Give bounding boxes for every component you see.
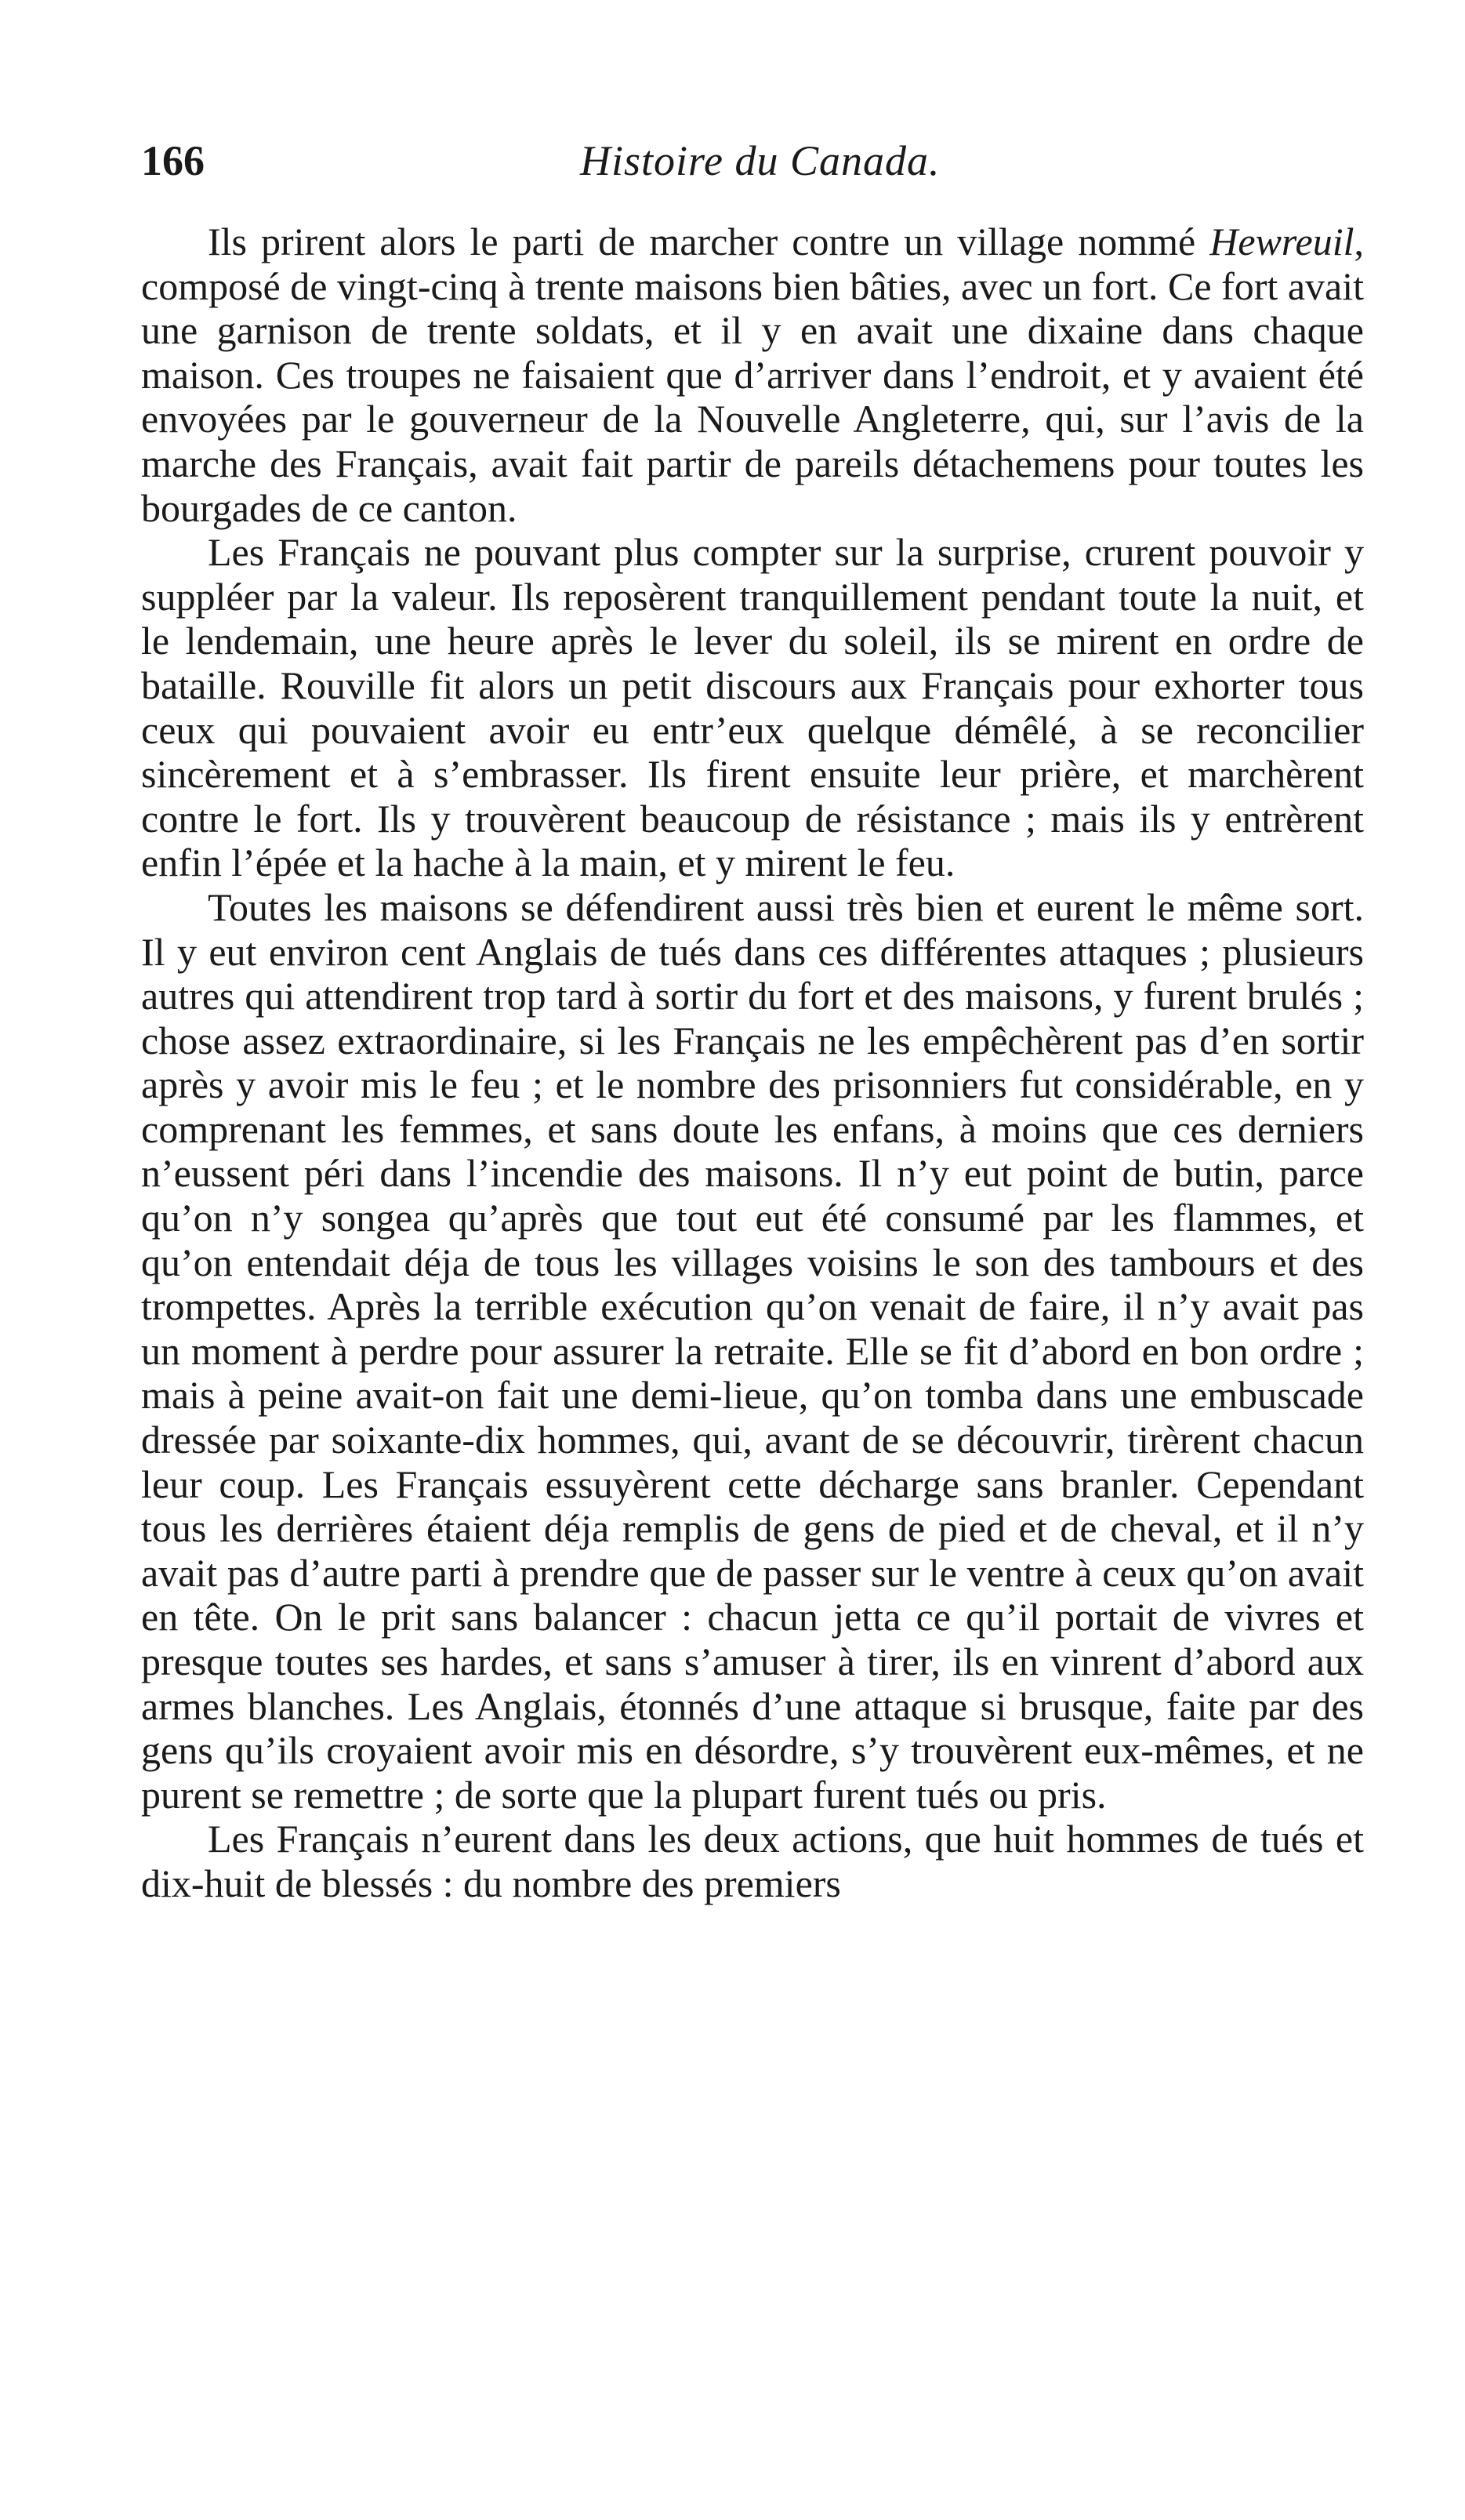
village-name: Hewreuil xyxy=(1209,220,1354,263)
paragraph-1-start: Ils prirent alors le parti de marcher contre un village nommé xyxy=(208,220,1210,263)
running-title: Histoire du Canada. xyxy=(580,137,941,184)
running-head xyxy=(141,125,1364,196)
paragraph-1-rest: , composé de vingt-cinq à trente maisons bien bâties, avec un fort. Ce fort avait une garnison de trente soldats, et il y en avait une dixaine dans chaque maison. Ces troupes ne faisaient que d’arriver dans l’endroit, et y avaient été envoyées par le gouverneur de la Nouvelle Angleterre, qui, sur l’avis de la marche des Français, avait fait partir de pareils détachemens pour toutes les bourgades de ce canton. xyxy=(141,220,1364,530)
paragraph-4: Les Français n’eurent dans les deux actions, que huit hommes de tués et dix-huit de blessés : du nombre des premiers xyxy=(141,1817,1364,1905)
page-number: 166 xyxy=(141,137,205,184)
paragraph-3: Toutes les maisons se défendirent aussi très bien et eurent le même sort. Il y eut environ cent Anglais de tués dans ces différentes attaques ; plusieurs autres qui attendirent trop tard à sortir du fort et des maisons, y furent brulés ; chose assez extraordinaire, si les Français ne les empêchèrent pas d’en sortir après y avoir mis le feu ; et le nombre des prisonniers fut considérable, en y comprenant les femmes, et sans doute les enfans, à moins que ces derniers n’eussent péri dans l’incendie des maisons. Il n’y eut point de butin, parce qu’on n’y songea qu’après que tout eut été consumé par les flammes, et qu’on entendait déja de tous les villages voisins le son des tambours et des trompettes. Après la terrible exécution qu’on venait de faire, il n’y avait pas un moment à perdre pour assurer la retraite. Elle se fit d’abord en bon ordre ; mais à peine avait-on fait une demi-lieue, qu’on tomba dans une embuscade dressée par soixante-dix hommes, qui, avant de se découvrir, tirèrent chacun leur coup. Les Français essuyèrent cette décharge sans branler. Cependant tous les derrières étaient déja remplis de gens de pied et de cheval, et il n’y avait pas d’autre parti à prendre que de passer sur le ventre à ceux qu’on avait en tête. On le prit sans balancer : chacun jetta ce qu’il portait de vivres et presque toutes ses hardes, et sans s’amuser à tirer, ils en vinrent d’abord aux armes blanches. Les Anglais, étonnés d’une attaque si brusque, faite par des gens qu’ils croyaient avoir mis en désordre, s’y trouvèrent eux-mêmes, et ne purent se remettre ; de sorte que la plupart furent tués ou pris. xyxy=(141,884,1364,1817)
body-text xyxy=(141,220,1364,1906)
paragraph-1 xyxy=(141,220,1364,530)
paragraph-2: Les Français ne pouvant plus compter sur la surprise, crurent pouvoir y suppléer par la valeur. Ils reposèrent tranquillement pendant toute la nuit, et le lendemain, une heure après le lever du soleil, ils se mirent en ordre de bataille. Rouville fit alors un petit discours aux Français pour exhorter tous ceux qui pouvaient avoir eu entr’eux quelque démêlé, à se reconcilier sincèrement et à s’embrasser. Ils firent ensuite leur prière, et marchèrent contre le fort. Ils y trouvèrent beaucoup de résistance ; mais ils y entrèrent enfin l’épée et la hache à la main, et y mirent le feu. xyxy=(141,530,1364,885)
